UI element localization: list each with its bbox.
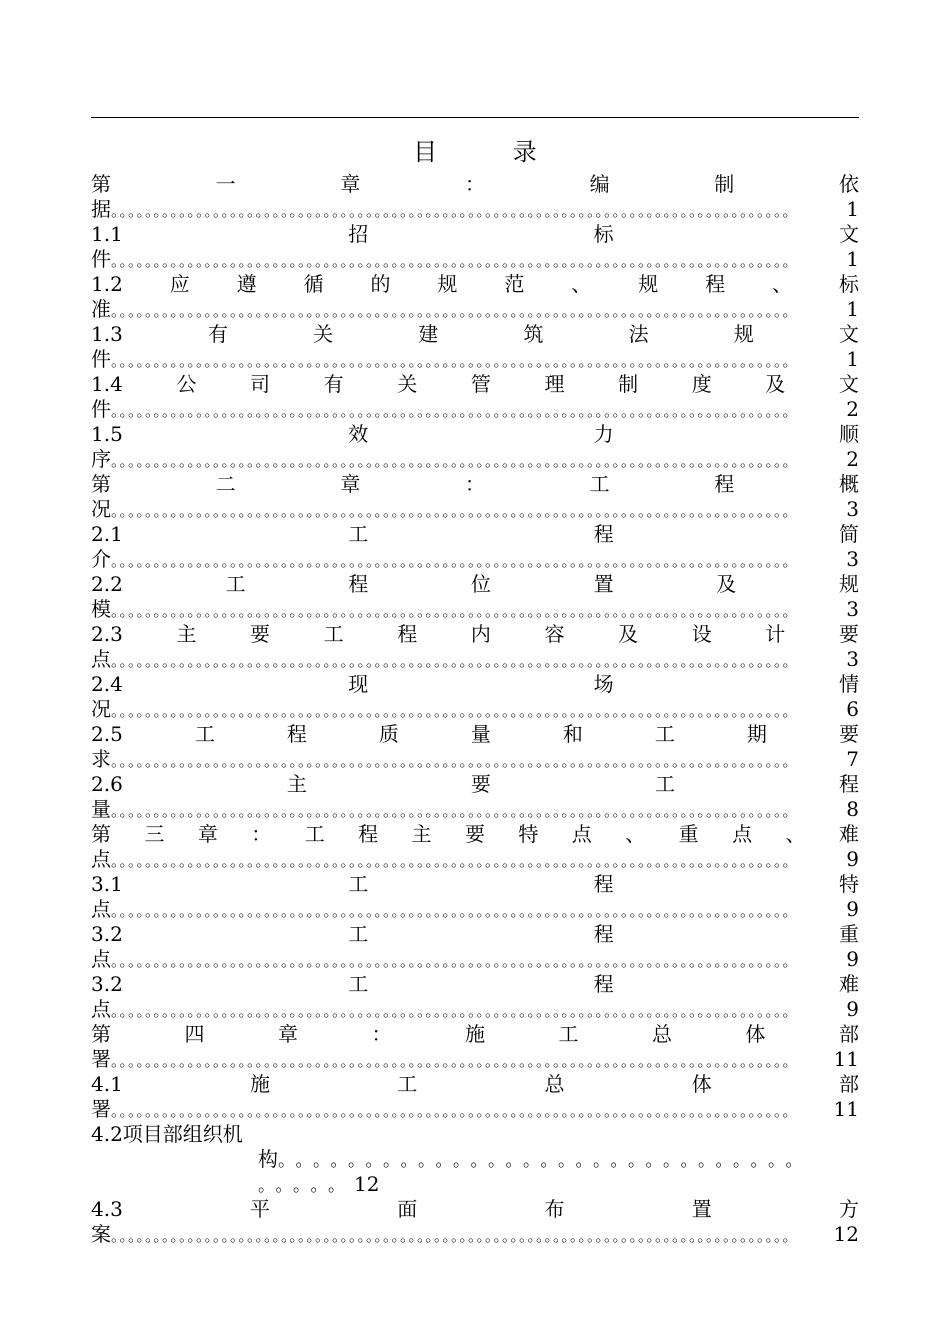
toc-heading-token: 要 bbox=[464, 822, 485, 846]
toc-heading-token: 程 bbox=[839, 772, 859, 796]
toc-heading-token: 规 bbox=[838, 572, 859, 596]
page-number: 3 bbox=[846, 547, 859, 571]
toc-heading-token: 文 bbox=[838, 372, 859, 396]
toc-heading-token: 三 bbox=[144, 822, 165, 846]
toc-entry[interactable] bbox=[91, 222, 859, 272]
page-number: 9 bbox=[846, 997, 859, 1021]
toc-heading-token: 工 bbox=[348, 922, 369, 946]
toc-entry-continuation bbox=[91, 347, 859, 372]
toc-heading-token: 3.2 bbox=[91, 922, 123, 946]
toc-entry-heading bbox=[91, 172, 859, 197]
toc-entry-continuation bbox=[91, 1097, 859, 1122]
toc-heading-token: 难 bbox=[838, 822, 859, 846]
toc-entry-continuation bbox=[91, 647, 859, 672]
toc-entry-heading: 4.2项目部组织机 bbox=[91, 1122, 243, 1146]
toc-heading-token: 平 bbox=[250, 1197, 271, 1221]
toc-heading-token: 容 bbox=[544, 622, 565, 646]
toc-entry[interactable] bbox=[91, 322, 859, 372]
toc-heading-tail: 准 bbox=[91, 297, 111, 321]
page-number: 12 bbox=[833, 1222, 859, 1246]
page-number: 1 bbox=[846, 197, 859, 221]
toc-heading-token: 2.3 bbox=[91, 622, 123, 646]
toc-heading-token: 工 bbox=[194, 722, 215, 746]
dot-leader: 。。。。。。。。。。。。。。。。。。。。。。。。。。。。。。 bbox=[278, 1151, 812, 1171]
toc-entry-heading bbox=[91, 572, 859, 597]
toc-heading-token: 工 bbox=[348, 972, 369, 996]
dot-leader: 。。。。。。。。。。。。。。。。。。。。。。。。。。。。。。。。。。。。。。。。。。。。。。。。。。。。。。。。。。。。。。。。。。。。。。。。。。。。。。。。 bbox=[111, 352, 799, 370]
toc-heading-token: 施 bbox=[465, 1022, 485, 1046]
toc-entry[interactable] bbox=[91, 1022, 859, 1072]
toc-heading-token: 特 bbox=[518, 822, 539, 846]
toc-entry[interactable] bbox=[91, 622, 859, 672]
toc-heading-token: 程 bbox=[714, 472, 735, 496]
toc-heading-token: 的 bbox=[370, 272, 391, 296]
dot-leader: 。。。。。。。。。。。。。。。。。。。。。。。。。。。。。。。。。。。。。。。。。。。。。。。。。。。。。。。。。。。。。。。。。。。。。。。。。。。。。。。。 bbox=[111, 752, 799, 770]
toc-entry[interactable] bbox=[91, 972, 859, 1022]
toc-heading-token: 理 bbox=[544, 372, 565, 396]
toc-heading-tail: 点 bbox=[91, 897, 111, 921]
dot-leader: 。。。。。 bbox=[258, 1176, 354, 1196]
toc-heading-tail: 点 bbox=[91, 647, 111, 671]
toc-heading-token: 2.1 bbox=[91, 522, 123, 546]
toc-heading-token: ： bbox=[371, 1022, 392, 1046]
toc-heading-token: ： bbox=[251, 822, 272, 846]
dot-leader: 。。。。。。。。。。。。。。。。。。。。。。。。。。。。。。。。。。。。。。。。。。。。。。。。。。。。。。。。。。。。。。。。。。。。。。。。。。。。。。。。 bbox=[111, 202, 799, 220]
page-number: 3 bbox=[846, 497, 859, 521]
toc-entry[interactable] bbox=[91, 722, 859, 772]
toc-entry[interactable] bbox=[91, 572, 859, 622]
toc-heading-token: 第 bbox=[91, 472, 111, 496]
toc-heading-token: 程 bbox=[593, 522, 614, 546]
page-number: 9 bbox=[846, 897, 859, 921]
toc-heading-tail: 序 bbox=[91, 447, 111, 471]
toc-heading-token: 、 bbox=[625, 822, 646, 846]
toc-entry-continuation bbox=[91, 497, 859, 522]
toc-heading-token: 度 bbox=[691, 372, 712, 396]
page-number: 8 bbox=[846, 797, 859, 821]
toc-entry[interactable] bbox=[91, 1122, 859, 1197]
dot-leader: 。。。。。。。。。。。。。。。。。。。。。。。。。。。。。。。。。。。。。。。。。。。。。。。。。。。。。。。。。。。。。。。。。。。。。。。。。。。。。。。。 bbox=[111, 852, 799, 870]
toc-entry-heading bbox=[91, 222, 859, 247]
dot-leader: 。。。。。。。。。。。。。。。。。。。。。。。。。。。。。。。。。。。。。。。。。。。。。。。。。。。。。。。。。。。。。。。。。。。。。。。。。。。。。。。。 bbox=[111, 1227, 799, 1245]
toc-entry-continuation bbox=[91, 297, 859, 322]
toc-entry-heading bbox=[91, 822, 859, 847]
toc-heading-token: 难 bbox=[838, 972, 859, 996]
toc-heading-tail: 点 bbox=[91, 997, 111, 1021]
toc-heading-token: 程 bbox=[593, 872, 614, 896]
toc-heading-token: 关 bbox=[397, 372, 418, 396]
toc-heading-token: 置 bbox=[593, 572, 614, 596]
toc-heading-token: 要 bbox=[838, 622, 859, 646]
toc-heading-token: 程 bbox=[286, 722, 307, 746]
toc-heading-token: 工 bbox=[323, 622, 344, 646]
toc-heading-tail: 件 bbox=[91, 247, 111, 271]
toc-heading-tail: 点 bbox=[91, 847, 111, 871]
toc-heading-token: 第 bbox=[91, 1022, 111, 1046]
toc-entry-heading bbox=[91, 672, 859, 697]
page-number: 1 bbox=[846, 347, 859, 371]
toc-heading-token: 二 bbox=[215, 472, 236, 496]
toc-heading-token: ： bbox=[464, 472, 485, 496]
page-number: 9 bbox=[846, 947, 859, 971]
toc-heading-token: 工 bbox=[589, 472, 610, 496]
toc-heading-token: 主 bbox=[286, 772, 307, 796]
toc-heading-token: 规 bbox=[638, 272, 659, 296]
toc-heading-token: 依 bbox=[838, 172, 859, 196]
toc-heading-token: 点 bbox=[732, 822, 753, 846]
toc-entry[interactable] bbox=[91, 422, 859, 472]
toc-entry[interactable] bbox=[91, 472, 859, 522]
toc-heading-token: 重 bbox=[838, 922, 859, 946]
toc-heading-token: 1.3 bbox=[91, 322, 123, 346]
toc-entry-heading bbox=[91, 722, 859, 747]
toc-heading-token: 1.1 bbox=[91, 222, 123, 246]
page-number: 2 bbox=[846, 447, 859, 471]
toc-heading-tail: 署 bbox=[91, 1097, 111, 1121]
dot-leader: 。。。。。。。。。。。。。。。。。。。。。。。。。。。。。。。。。。。。。。。。。。。。。。。。。。。。。。。。。。。。。。。。。。。。。。。。。。。。。。。。 bbox=[111, 952, 799, 970]
toc-entry-heading bbox=[91, 372, 859, 397]
dot-leader: 。。。。。。。。。。。。。。。。。。。。。。。。。。。。。。。。。。。。。。。。。。。。。。。。。。。。。。。。。。。。。。。。。。。。。。。。。。。。。。。。 bbox=[111, 1102, 799, 1120]
toc-entry-continuation bbox=[258, 1147, 948, 1174]
toc-heading-token: 工 bbox=[348, 872, 369, 896]
toc-entry-continuation bbox=[91, 747, 859, 772]
toc-heading-token: 章 bbox=[278, 1022, 298, 1046]
toc-entry[interactable] bbox=[91, 522, 859, 572]
toc-heading-token: 建 bbox=[418, 322, 439, 346]
toc-heading-token: 1.5 bbox=[91, 422, 123, 446]
toc-entry-continuation bbox=[91, 447, 859, 472]
toc-entry-heading bbox=[91, 322, 859, 347]
toc-heading-tail: 介 bbox=[91, 547, 111, 571]
toc-heading-token: 4.1 bbox=[91, 1072, 123, 1096]
toc-heading-token: 循 bbox=[303, 272, 324, 296]
toc-heading-tail: 量 bbox=[91, 797, 111, 821]
toc-heading-token: 有 bbox=[207, 322, 228, 346]
dot-leader: 。。。。。。。。。。。。。。。。。。。。。。。。。。。。。。。。。。。。。。。。。。。。。。。。。。。。。。。。。。。。。。。。。。。。。。。。。。。。。。。。 bbox=[111, 652, 799, 670]
toc-heading-token: 点 bbox=[571, 822, 592, 846]
toc-heading-tail: 况 bbox=[91, 497, 111, 521]
toc-heading-token: 顺 bbox=[838, 422, 859, 446]
toc-heading-token: 关 bbox=[313, 322, 334, 346]
toc-entry-continuation bbox=[91, 697, 859, 722]
toc-heading-token: 四 bbox=[184, 1022, 205, 1046]
toc-heading-token: 内 bbox=[470, 622, 491, 646]
toc-heading-tail: 署 bbox=[91, 1047, 111, 1071]
toc-entry-heading bbox=[91, 422, 859, 447]
toc-entry-continuation bbox=[258, 1172, 379, 1199]
toc-entry-heading bbox=[91, 1072, 859, 1097]
toc-heading-token: 总 bbox=[652, 1022, 672, 1046]
toc-heading-token: 工 bbox=[654, 772, 675, 796]
toc-heading-token: 程 bbox=[358, 822, 379, 846]
toc-entry-heading bbox=[91, 922, 859, 947]
toc-heading-token: 效 bbox=[348, 422, 369, 446]
toc-heading-token: 3.1 bbox=[91, 872, 123, 896]
toc-heading-token: 面 bbox=[397, 1197, 418, 1221]
dot-leader: 。。。。。。。。。。。。。。。。。。。。。。。。。。。。。。。。。。。。。。。。。。。。。。。。。。。。。。。。。。。。。。。。。。。。。。。。。。。。。。。。 bbox=[111, 1052, 799, 1070]
page-number: 11 bbox=[833, 1047, 859, 1071]
dot-leader: 。。。。。。。。。。。。。。。。。。。。。。。。。。。。。。。。。。。。。。。。。。。。。。。。。。。。。。。。。。。。。。。。。。。。。。。。。。。。。。。。 bbox=[111, 1002, 799, 1020]
toc-entry[interactable] bbox=[91, 872, 859, 922]
toc-heading-token: 工 bbox=[225, 572, 246, 596]
toc-heading-token: 规 bbox=[437, 272, 458, 296]
toc-heading-token: 文 bbox=[838, 222, 859, 246]
toc-heading-token: 第 bbox=[91, 822, 111, 846]
toc-heading-token: 特 bbox=[838, 872, 859, 896]
dot-leader: 。。。。。。。。。。。。。。。。。。。。。。。。。。。。。。。。。。。。。。。。。。。。。。。。。。。。。。。。。。。。。。。。。。。。。。。。。。。。。。。。 bbox=[111, 452, 799, 470]
toc-heading-token: 制 bbox=[618, 372, 639, 396]
toc-heading-tail: 模 bbox=[91, 597, 111, 621]
toc-heading-token: 章 bbox=[340, 472, 361, 496]
page-number: 1 bbox=[846, 297, 859, 321]
toc-heading-token: 及 bbox=[716, 572, 737, 596]
toc-heading-token: 工 bbox=[558, 1022, 579, 1046]
toc-heading-tail: 案 bbox=[91, 1222, 111, 1246]
toc-heading-token: 位 bbox=[470, 572, 491, 596]
toc-heading-token: ： bbox=[464, 172, 485, 196]
toc-entry-continuation bbox=[91, 1047, 859, 1072]
toc-entry-heading bbox=[91, 472, 859, 497]
page-number: 2 bbox=[846, 397, 859, 421]
toc-heading-token: 程 bbox=[348, 572, 369, 596]
toc-entry-continuation bbox=[91, 397, 859, 422]
toc-heading-tail: 构 bbox=[258, 1147, 278, 1171]
toc-heading-token: 程 bbox=[705, 272, 726, 296]
dot-leader: 。。。。。。。。。。。。。。。。。。。。。。。。。。。。。。。。。。。。。。。。。。。。。。。。。。。。。。。。。。。。。。。。。。。。。。。。。。。。。。。。 bbox=[111, 302, 799, 320]
toc-entry-continuation bbox=[91, 1222, 859, 1247]
toc-heading-token: 1.4 bbox=[91, 372, 123, 396]
toc-heading-token: 要 bbox=[838, 722, 859, 746]
toc-heading-token: 2.5 bbox=[91, 722, 123, 746]
toc-entry[interactable] bbox=[91, 172, 859, 222]
dot-leader: 。。。。。。。。。。。。。。。。。。。。。。。。。。。。。。。。。。。。。。。。。。。。。。。。。。。。。。。。。。。。。。。。。。。。。。。。。。。。。。。。 bbox=[111, 902, 799, 920]
toc-heading-token: 公 bbox=[176, 372, 197, 396]
toc-heading-token: 规 bbox=[733, 322, 754, 346]
dot-leader: 。。。。。。。。。。。。。。。。。。。。。。。。。。。。。。。。。。。。。。。。。。。。。。。。。。。。。。。。。。。。。。。。。。。。。。。。。。。。。。。。 bbox=[111, 252, 799, 270]
toc-heading-token: 部 bbox=[838, 1072, 859, 1096]
toc-heading-token: 工 bbox=[397, 1072, 418, 1096]
toc-heading-token: 2.6 bbox=[91, 772, 123, 796]
toc-entry-heading bbox=[91, 522, 859, 547]
toc-heading-token: 范 bbox=[504, 272, 525, 296]
dot-leader: 。。。。。。。。。。。。。。。。。。。。。。。。。。。。。。。。。。。。。。。。。。。。。。。。。。。。。。。。。。。。。。。。。。。。。。。。。。。。。。。。 bbox=[111, 602, 799, 620]
toc-heading-token: 有 bbox=[323, 372, 344, 396]
toc-heading-token: 工 bbox=[304, 822, 325, 846]
page-number: 1 bbox=[846, 247, 859, 271]
page-number: 7 bbox=[846, 747, 859, 771]
toc-entry-continuation bbox=[91, 797, 859, 822]
toc-heading-token: 和 bbox=[562, 722, 583, 746]
toc-entry-continuation bbox=[91, 947, 859, 972]
toc-entry[interactable] bbox=[91, 272, 859, 322]
toc-heading-token: 体 bbox=[745, 1022, 766, 1046]
toc-heading-tail: 点 bbox=[91, 947, 111, 971]
toc-heading-token: 及 bbox=[618, 622, 639, 646]
toc-heading-token: 招 bbox=[348, 222, 369, 246]
toc-heading-tail: 件 bbox=[91, 347, 111, 371]
toc-entry-heading bbox=[91, 872, 859, 897]
toc-heading-token: 总 bbox=[544, 1072, 565, 1096]
page-number: 9 bbox=[846, 847, 859, 871]
toc-heading-token: 主 bbox=[176, 622, 197, 646]
toc-heading-token: 2.2 bbox=[91, 572, 123, 596]
toc-entry-heading bbox=[91, 1022, 859, 1047]
toc-heading-tail: 据 bbox=[91, 197, 111, 221]
toc-heading-token: 章 bbox=[340, 172, 361, 196]
toc-heading-token: 概 bbox=[838, 472, 859, 496]
toc-heading-token: 制 bbox=[714, 172, 735, 196]
toc-heading-token: 工 bbox=[654, 722, 675, 746]
toc-heading-token: 2.4 bbox=[91, 672, 123, 696]
toc-heading-token: 标 bbox=[838, 272, 859, 296]
toc-heading-token: 量 bbox=[470, 722, 491, 746]
dot-leader: 。。。。。。。。。。。。。。。。。。。。。。。。。。。。。。。。。。。。。。。。。。。。。。。。。。。。。。。。。。。。。。。。。。。。。。。。。。。。。。。。 bbox=[111, 402, 799, 420]
toc-heading-token: 工 bbox=[348, 522, 369, 546]
page-number: 6 bbox=[846, 697, 859, 721]
toc-entry[interactable] bbox=[91, 372, 859, 422]
toc-entry[interactable] bbox=[91, 1072, 859, 1122]
toc-heading-token: 及 bbox=[765, 372, 786, 396]
toc-heading-token: 司 bbox=[250, 372, 271, 396]
toc-entry-heading bbox=[91, 1197, 859, 1222]
table-of-contents bbox=[91, 172, 859, 1247]
toc-heading-token: 主 bbox=[411, 822, 432, 846]
toc-entry[interactable] bbox=[91, 822, 859, 872]
toc-heading-token: 要 bbox=[250, 622, 271, 646]
toc-heading-token: 、 bbox=[772, 272, 793, 296]
toc-heading-token: 法 bbox=[628, 322, 649, 346]
dot-leader: 。。。。。。。。。。。。。。。。。。。。。。。。。。。。。。。。。。。。。。。。。。。。。。。。。。。。。。。。。。。。。。。。。。。。。。。。。。。。。。。。 bbox=[111, 702, 799, 720]
dot-leader: 。。。。。。。。。。。。。。。。。。。。。。。。。。。。。。。。。。。。。。。。。。。。。。。。。。。。。。。。。。。。。。。。。。。。。。。。。。。。。。。。 bbox=[111, 552, 799, 570]
toc-heading-token: 文 bbox=[838, 322, 859, 346]
toc-entry-heading bbox=[91, 272, 859, 297]
toc-entry-continuation bbox=[91, 247, 859, 272]
toc-heading-token: 要 bbox=[470, 772, 491, 796]
dot-leader: 。。。。。。。。。。。。。。。。。。。。。。。。。。。。。。。。。。。。。。。。。。。。。。。。。。。。。。。。。。。。。。。。。。。。。。。。。。。。。。。。 bbox=[111, 502, 799, 520]
toc-heading-tail: 求 bbox=[91, 747, 111, 771]
page-title: 目 录 bbox=[413, 138, 571, 166]
toc-heading-token: 筑 bbox=[523, 322, 544, 346]
toc-heading-token: 应 bbox=[169, 272, 190, 296]
toc-entry-heading bbox=[91, 972, 859, 997]
toc-heading-token: 遵 bbox=[236, 272, 257, 296]
toc-heading-token: 场 bbox=[593, 672, 614, 696]
toc-heading-token: 方 bbox=[838, 1197, 859, 1221]
toc-heading-tail: 件 bbox=[91, 397, 111, 421]
toc-heading-token: 程 bbox=[593, 922, 614, 946]
toc-heading-token: 施 bbox=[250, 1072, 271, 1096]
toc-entry[interactable] bbox=[91, 922, 859, 972]
toc-entry-continuation bbox=[91, 897, 859, 922]
toc-heading-token: 3.2 bbox=[91, 972, 123, 996]
toc-heading-token: 4.3 bbox=[91, 1197, 123, 1221]
page-number: 3 bbox=[846, 597, 859, 621]
toc-heading-token: 标 bbox=[593, 222, 614, 246]
toc-heading-token: 第 bbox=[91, 172, 111, 196]
toc-heading-token: 现 bbox=[348, 672, 369, 696]
toc-entry-continuation bbox=[91, 547, 859, 572]
toc-heading-token: 设 bbox=[691, 622, 712, 646]
page-number: 12 bbox=[354, 1172, 380, 1196]
toc-heading-token: 计 bbox=[765, 622, 786, 646]
toc-heading-token: 力 bbox=[593, 422, 614, 446]
page-number: 3 bbox=[846, 647, 859, 671]
header-rule bbox=[91, 117, 859, 118]
toc-heading-token: 、 bbox=[785, 822, 806, 846]
dot-leader: 。。。。。。。。。。。。。。。。。。。。。。。。。。。。。。。。。。。。。。。。。。。。。。。。。。。。。。。。。。。。。。。。。。。。。。。。。。。。。。。。 bbox=[111, 802, 799, 820]
toc-heading-token: 章 bbox=[197, 822, 218, 846]
toc-entry-continuation bbox=[91, 997, 859, 1022]
toc-entry[interactable] bbox=[91, 772, 859, 822]
toc-heading-token: 体 bbox=[691, 1072, 712, 1096]
toc-heading-token: 情 bbox=[838, 672, 859, 696]
toc-heading-token: 部 bbox=[839, 1022, 859, 1046]
toc-heading-token: 程 bbox=[397, 622, 418, 646]
page-number: 11 bbox=[833, 1097, 859, 1121]
toc-entry-continuation bbox=[91, 847, 859, 872]
toc-heading-token: 程 bbox=[593, 972, 614, 996]
toc-entry-continuation bbox=[91, 597, 859, 622]
toc-entry-heading bbox=[91, 622, 859, 647]
toc-entry-continuation bbox=[91, 197, 859, 222]
toc-heading-token: 质 bbox=[378, 722, 399, 746]
toc-entry[interactable] bbox=[91, 1197, 859, 1247]
toc-heading-token: 期 bbox=[746, 722, 767, 746]
toc-heading-token: 、 bbox=[571, 272, 592, 296]
toc-heading-token: 简 bbox=[838, 522, 859, 546]
toc-heading-token: 重 bbox=[678, 822, 699, 846]
toc-heading-token: 一 bbox=[215, 172, 236, 196]
toc-heading-tail: 况 bbox=[91, 697, 111, 721]
toc-heading-token: 置 bbox=[691, 1197, 712, 1221]
toc-heading-token: 1.2 bbox=[91, 272, 123, 296]
toc-heading-token: 编 bbox=[589, 172, 610, 196]
toc-entry[interactable] bbox=[91, 672, 859, 722]
toc-entry-heading bbox=[91, 772, 859, 797]
toc-heading-token: 管 bbox=[470, 372, 491, 396]
toc-heading-token: 布 bbox=[544, 1197, 565, 1221]
